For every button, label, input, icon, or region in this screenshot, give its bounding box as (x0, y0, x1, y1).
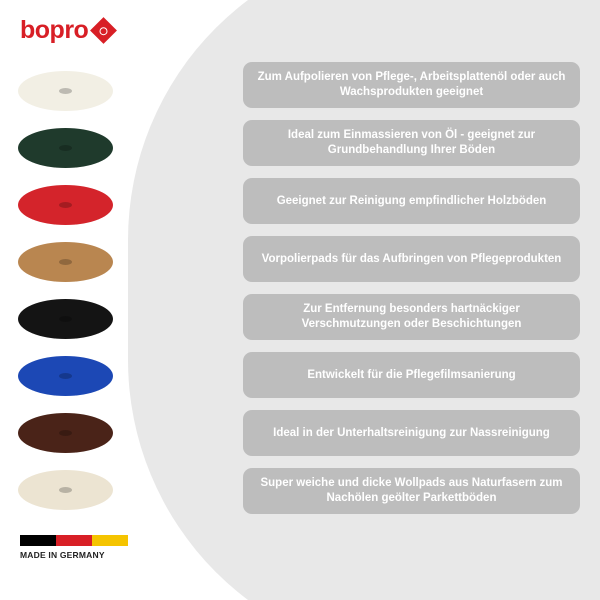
german-flag-icon (20, 535, 128, 546)
pad-row (18, 404, 138, 461)
pad-row (18, 290, 138, 347)
made-in-germany-label: MADE IN GERMANY (20, 550, 105, 560)
blue-pad (18, 356, 113, 396)
diamond-target-icon (90, 17, 117, 44)
feature-bullet: Geeignet zur Reinigung empfindlicher Holzböden (243, 178, 580, 224)
flag-stripe-gold (92, 535, 128, 546)
flag-stripe-black (20, 535, 56, 546)
pad-color-list (18, 62, 138, 518)
feature-bullet: Ideal zum Einmassieren von Öl - geeignet zur Grundbehandlung Ihrer Böden (243, 120, 580, 166)
pad-row (18, 347, 138, 404)
pad-row (18, 176, 138, 233)
brand-logo (20, 18, 113, 43)
pad-row (18, 62, 138, 119)
feature-bullet: Entwickelt für die Pflegefilmsanierung (243, 352, 580, 398)
wool-pad (18, 470, 113, 510)
feature-bullet-list (243, 62, 580, 526)
flag-stripe-red (56, 535, 92, 546)
brand-name: bopro (20, 16, 89, 44)
feature-bullet: Zur Entfernung besonders hartnäckiger Verschmutzungen oder Beschichtungen (243, 294, 580, 340)
black-pad (18, 299, 113, 339)
feature-bullet: Ideal in der Unterhaltsreinigung zur Nassreinigung (243, 410, 580, 456)
feature-bullet: Zum Aufpolieren von Pflege-, Arbeitsplattenöl oder auch Wachsprodukten geeignet (243, 62, 580, 108)
feature-bullet: Super weiche und dicke Wollpads aus Naturfasern zum Nachölen geölter Parkettböden (243, 468, 580, 514)
pad-row (18, 119, 138, 176)
pad-row (18, 233, 138, 290)
beige-pad (18, 242, 113, 282)
pad-row (18, 461, 138, 518)
brown-pad (18, 413, 113, 453)
white-pad (18, 71, 113, 111)
feature-bullet: Vorpolierpads für das Aufbringen von Pflegeprodukten (243, 236, 580, 282)
green-pad (18, 128, 113, 168)
footer (20, 535, 128, 560)
red-pad (18, 185, 113, 225)
